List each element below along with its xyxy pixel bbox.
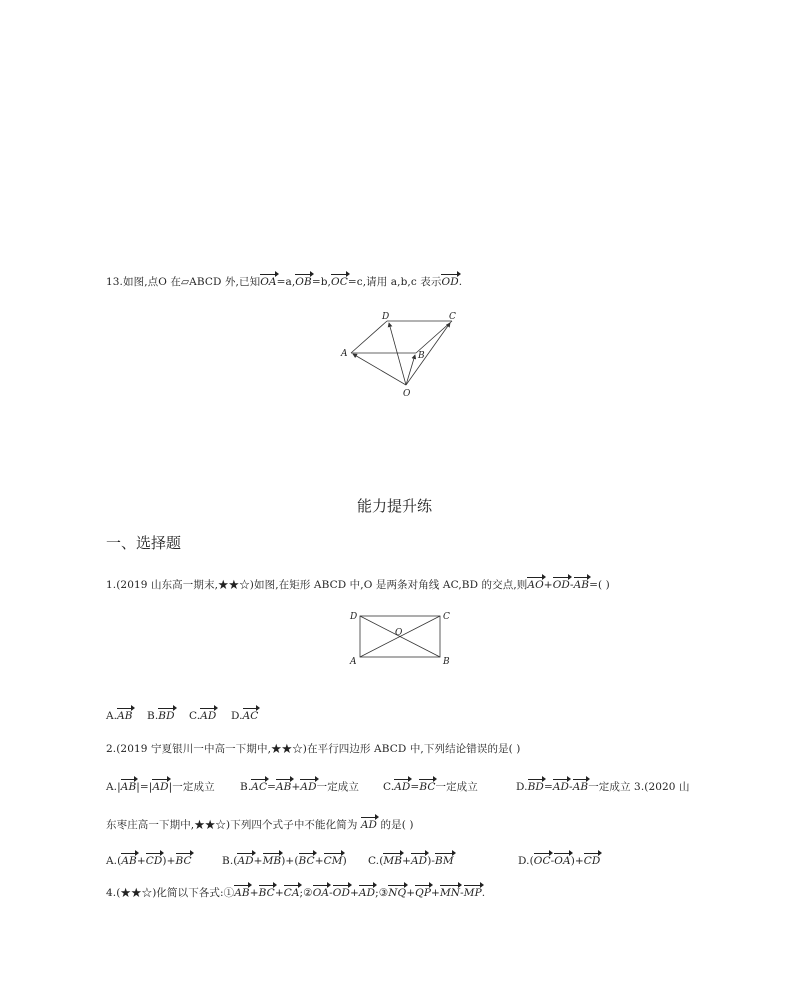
vector-ab: AB: [120, 781, 137, 793]
opt-text: =: [410, 781, 420, 793]
q4-text: +: [274, 887, 284, 899]
q4-text: +: [431, 887, 440, 899]
q4-text: .: [481, 887, 486, 899]
parallelogram-figure: [335, 308, 465, 400]
vector-ad: AD: [358, 887, 376, 899]
opt-text: +: [253, 855, 263, 867]
label-o: O: [403, 389, 411, 399]
q3-end: 的是( ): [377, 819, 414, 831]
opt-text: )-: [427, 855, 436, 867]
rectangle-figure: [345, 608, 460, 670]
opt-text: )+: [162, 855, 176, 867]
opt-text: 一定成立 3.(2020 山: [588, 781, 690, 793]
q3-option-a: [106, 855, 192, 867]
opt-text: D.(: [518, 855, 534, 867]
label-a: A: [341, 349, 348, 359]
vector-mb: MB: [383, 855, 403, 867]
q3-option-d: [518, 855, 600, 867]
opt-text: ): [342, 855, 347, 867]
vector-ad: AD: [394, 781, 411, 793]
q1-option-a: [106, 710, 133, 722]
opt-text: A.(: [106, 855, 122, 867]
vector-ab: AB: [573, 579, 590, 591]
opt-text: -: [569, 781, 573, 793]
vector-ad: AD: [360, 819, 378, 831]
vector-mb: MB: [262, 855, 282, 867]
q1-option-d: [231, 710, 258, 722]
q4-text: 4.(★★☆)化简以下各式:①: [106, 887, 235, 899]
q1-option-b: [147, 710, 175, 722]
vector-oa: OA: [260, 276, 277, 288]
opt-text: B.: [240, 781, 252, 793]
q13-eq2: =b,: [311, 276, 331, 288]
opt-text: |一定成立: [168, 781, 215, 793]
option-vector: AD: [200, 710, 217, 722]
opt-text: +: [402, 855, 411, 867]
vector-oc-line: [406, 323, 450, 385]
q1-plus: +: [543, 579, 553, 591]
opt-text: )+: [570, 855, 584, 867]
edge-bc: [416, 321, 452, 353]
opt-text: +: [291, 781, 301, 793]
q1-option-c: [189, 710, 216, 722]
vector-cm: CM: [323, 855, 343, 867]
question-4: [106, 885, 485, 900]
opt-text: |=|: [136, 781, 153, 793]
q2-option-b: [240, 779, 359, 794]
label-b: B: [418, 351, 425, 361]
q4-text: +: [350, 887, 359, 899]
label-d: D: [382, 312, 390, 322]
q1-minus: -: [569, 579, 574, 591]
vector-ac: AC: [251, 781, 268, 793]
vector-oa: OA: [312, 887, 330, 899]
label-a: A: [350, 657, 357, 667]
vector-ad: AD: [300, 781, 317, 793]
q4-text: ;②: [299, 887, 313, 899]
vector-cd: CD: [145, 855, 163, 867]
vector-ab: AB: [234, 887, 250, 899]
vector-od: OD: [441, 276, 459, 288]
q2-option-a: [106, 779, 215, 794]
vector-bd: BD: [527, 781, 544, 793]
option-vector: BD: [158, 710, 175, 722]
q3-option-b: [222, 855, 347, 867]
option-letter: C.: [189, 710, 201, 722]
vector-mn: MN: [439, 887, 461, 899]
vector-od-line: [389, 323, 406, 385]
option-letter: A.: [106, 710, 118, 722]
q1-text: 1.(2019 山东高一期末,★★☆)如图,在矩形 ABCD 中,O 是两条对角线 AC,BD 的交点,则: [106, 579, 528, 591]
q1-end: =( ): [589, 579, 610, 591]
vector-ao: AO: [527, 579, 544, 591]
option-vector: AB: [117, 710, 133, 722]
q13-eq3: =c,请用 a,b,c 表示: [347, 276, 442, 288]
q2-option-d: [516, 779, 690, 794]
q3-option-c: [368, 855, 454, 867]
vector-mp: MP: [463, 887, 482, 899]
label-b: B: [443, 657, 450, 667]
q4-text: -: [329, 887, 333, 899]
vector-bc: BC: [419, 781, 436, 793]
opt-text: +: [314, 855, 324, 867]
question-1: [106, 577, 610, 592]
label-c: C: [449, 312, 456, 322]
vector-ab: AB: [121, 855, 137, 867]
q13-end: .: [458, 276, 463, 288]
option-vector: AC: [242, 710, 259, 722]
section-title: 能力提升练: [357, 497, 433, 515]
vector-ad: AD: [410, 855, 428, 867]
vector-bm: BM: [435, 855, 454, 867]
vector-ob: OB: [295, 276, 312, 288]
vector-bc: BC: [175, 855, 192, 867]
vector-ca: CA: [283, 887, 300, 899]
vector-oa: OA: [554, 855, 571, 867]
vector-nq: NQ: [388, 887, 407, 899]
q13-number: 13.: [106, 276, 123, 288]
opt-text: +: [136, 855, 146, 867]
vector-ab: AB: [572, 781, 589, 793]
opt-text: )+(: [281, 855, 299, 867]
opt-text: C.: [383, 781, 395, 793]
option-letter: B.: [147, 710, 159, 722]
question-13: [106, 274, 462, 289]
opt-text: =: [543, 781, 553, 793]
opt-text: 一定成立: [435, 781, 478, 793]
q4-text: ;③: [375, 887, 389, 899]
opt-text: 一定成立: [316, 781, 360, 793]
label-o: O: [395, 628, 403, 638]
vector-bc: BC: [298, 855, 315, 867]
vector-qp: QP: [415, 887, 432, 899]
vector-ob-line: [406, 355, 415, 385]
vector-ad: AD: [237, 855, 254, 867]
q4-text: +: [406, 887, 416, 899]
q13-eq1: =a,: [276, 276, 296, 288]
edge-ad: [351, 321, 387, 353]
q4-text: -: [460, 887, 464, 899]
vector-ab: AB: [276, 781, 292, 793]
q13-text: 如图,点O 在▱ABCD 外,已知: [123, 276, 261, 288]
question-3: [106, 817, 414, 832]
vector-od: OD: [552, 579, 570, 591]
vector-oc: OC: [533, 855, 551, 867]
vector-oa-line: [353, 354, 406, 385]
opt-text: -: [550, 855, 555, 867]
vector-ad: AD: [152, 781, 169, 793]
vector-cd: CD: [583, 855, 601, 867]
opt-text: C.(: [368, 855, 384, 867]
vector-oc: OC: [331, 276, 348, 288]
vector-ad: AD: [552, 781, 570, 793]
opt-text: D.: [516, 781, 528, 793]
label-c: C: [443, 612, 450, 622]
label-d: D: [350, 612, 358, 622]
vector-od: OD: [332, 887, 350, 899]
q3-text: 东枣庄高一下期中,★★☆)下列四个式子中不能化简为: [106, 819, 361, 831]
opt-text: B.(: [222, 855, 238, 867]
opt-text: =: [267, 781, 276, 793]
question-2: 2.(2019 宁夏银川一中高一下期中,★★☆)在平行四边形 ABCD 中,下列结论错误的是( ): [106, 743, 521, 755]
opt-text: A.|: [106, 781, 121, 793]
q2-option-c: [383, 779, 478, 794]
option-letter: D.: [231, 710, 243, 722]
q4-text: +: [249, 887, 259, 899]
section-heading: 一、选择题: [106, 534, 182, 552]
vector-bc: BC: [258, 887, 275, 899]
